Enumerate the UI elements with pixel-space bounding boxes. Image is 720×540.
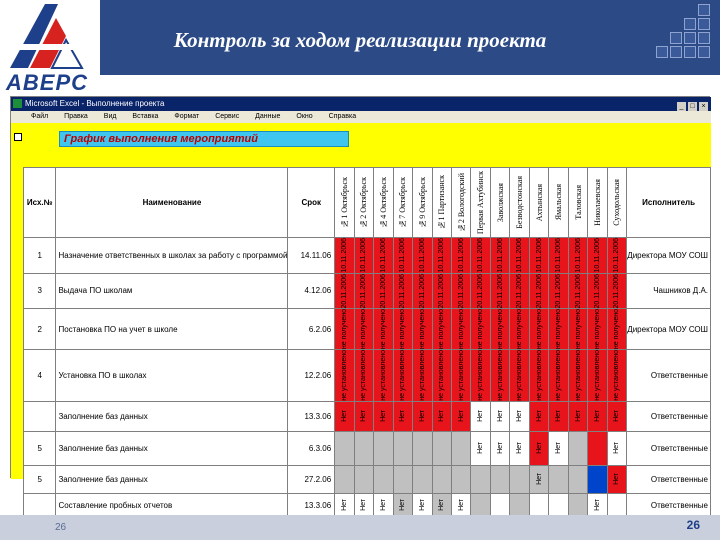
excel-window xyxy=(10,96,710,512)
cell-num[interactable] xyxy=(24,493,56,517)
cell-date[interactable]: 27.2.06 xyxy=(288,465,335,493)
cell-status[interactable]: Нет xyxy=(451,493,470,517)
cell-status[interactable]: 20.11.2006 xyxy=(588,273,607,309)
cell-status[interactable] xyxy=(471,493,490,517)
cell-status[interactable]: 20.11.2006 xyxy=(568,273,587,309)
cell-executor[interactable]: Ответственные xyxy=(627,401,711,431)
cell-status[interactable]: не получено xyxy=(529,309,548,350)
cell-status[interactable]: не установлено xyxy=(471,350,490,402)
cell-date[interactable]: 13.3.06 xyxy=(288,493,335,517)
col-header-school[interactable]: Заволжская xyxy=(490,168,509,238)
cell-name[interactable]: Составление пробных отчетов xyxy=(56,493,288,517)
cell-status[interactable]: не получено xyxy=(432,309,451,350)
maximize-icon[interactable]: □ xyxy=(688,102,697,111)
cell-status[interactable]: не получено xyxy=(335,309,354,350)
cell-status[interactable]: 20.11.2006 xyxy=(432,273,451,309)
cell-status[interactable]: Нет xyxy=(529,431,548,465)
cell-status[interactable]: 10.11.2006 xyxy=(588,238,607,274)
menu-item-view[interactable]: Вид xyxy=(103,113,117,120)
cell-status[interactable]: не получено xyxy=(490,309,509,350)
table-row xyxy=(24,238,711,274)
cell-status[interactable]: 10.11.2006 xyxy=(510,238,529,274)
cell-status[interactable] xyxy=(432,465,451,493)
cell-status[interactable]: не получено xyxy=(354,309,373,350)
cell-status[interactable]: 20.11.2006 xyxy=(529,273,548,309)
cell-status[interactable]: 20.11.2006 xyxy=(374,273,393,309)
cell-status[interactable]: не получено xyxy=(374,309,393,350)
cell-executor[interactable]: Ответственные xyxy=(627,493,711,517)
cell-status[interactable]: Нет xyxy=(393,493,412,517)
cell-status[interactable]: Нет xyxy=(393,401,412,431)
cell-status[interactable]: не получено xyxy=(451,309,470,350)
slide-footer xyxy=(0,515,720,540)
cell-num[interactable] xyxy=(24,401,56,431)
cell-status[interactable]: не установлено xyxy=(413,350,432,402)
cell-status[interactable] xyxy=(432,431,451,465)
cell-status[interactable]: 10.11.2006 xyxy=(393,238,412,274)
cell-status[interactable]: не получено xyxy=(471,309,490,350)
cell-status[interactable] xyxy=(451,431,470,465)
col-header-school[interactable]: Безводстонская xyxy=(510,168,529,238)
cell-status[interactable] xyxy=(335,431,354,465)
col-header-date[interactable]: Срок xyxy=(288,168,335,238)
table-header-row xyxy=(24,168,711,238)
cell-status[interactable]: Нет xyxy=(374,401,393,431)
logo-text: АВЕРС xyxy=(6,70,89,95)
cell-status[interactable]: не установлено xyxy=(549,350,568,402)
cell-status[interactable] xyxy=(354,465,373,493)
cell-num[interactable]: 5 xyxy=(24,431,56,465)
cell-status[interactable] xyxy=(354,431,373,465)
cell-status[interactable]: не получено xyxy=(549,309,568,350)
cell-status[interactable]: 20.11.2006 xyxy=(607,273,626,309)
cell-status[interactable] xyxy=(607,493,626,517)
cell-status[interactable] xyxy=(393,465,412,493)
cell-num[interactable]: 1 xyxy=(24,238,56,274)
table-row xyxy=(24,401,711,431)
col-header-executor[interactable]: Исполнитель xyxy=(627,168,711,238)
cell-status[interactable]: не установлено xyxy=(568,350,587,402)
cell-status[interactable] xyxy=(588,465,607,493)
cell-status[interactable] xyxy=(413,465,432,493)
menu-item-file[interactable]: Файл xyxy=(31,113,49,120)
menu-item-help[interactable]: Справка xyxy=(328,113,357,120)
cell-status[interactable]: 10.11.2006 xyxy=(451,238,470,274)
cell-status[interactable] xyxy=(374,465,393,493)
menu-item-format[interactable]: Формат xyxy=(174,113,200,120)
cell-status[interactable]: Нет xyxy=(529,401,548,431)
cell-status[interactable]: 10.11.2006 xyxy=(354,238,373,274)
cell-status[interactable]: Нет xyxy=(510,431,529,465)
cell-status[interactable]: 10.11.2006 xyxy=(607,238,626,274)
cell-status[interactable] xyxy=(529,493,548,517)
cell-status[interactable]: не получено xyxy=(393,309,412,350)
table-row xyxy=(24,309,711,350)
slide-header xyxy=(0,0,720,75)
cell-status[interactable]: 20.11.2006 xyxy=(413,273,432,309)
cell-status[interactable]: Нет xyxy=(510,401,529,431)
col-header-name[interactable]: Наименование xyxy=(56,168,288,238)
cell-status[interactable]: не установлено xyxy=(432,350,451,402)
cell-executor[interactable]: Ответственные xyxy=(627,465,711,493)
cell-status[interactable]: Нет xyxy=(490,431,509,465)
cell-status[interactable]: Нет xyxy=(413,401,432,431)
cell-status[interactable] xyxy=(413,431,432,465)
col-header-school[interactable]: №4 Октябрьск xyxy=(374,168,393,238)
cell-executor[interactable]: Директора МОУ СОШ xyxy=(627,309,711,350)
logo xyxy=(0,0,100,100)
cell-status[interactable]: Нет xyxy=(607,465,626,493)
cell-name[interactable]: Постановка ПО на учет в школе xyxy=(56,309,288,350)
cell-status[interactable]: 20.11.2006 xyxy=(549,273,568,309)
col-header-school[interactable]: Таловская xyxy=(568,168,587,238)
cell-status[interactable]: Нет xyxy=(354,493,373,517)
cell-status[interactable] xyxy=(490,465,509,493)
cell-status[interactable] xyxy=(588,431,607,465)
sheet-title[interactable]: График выполнения мероприятий xyxy=(59,131,349,147)
cell-status[interactable]: 10.11.2006 xyxy=(568,238,587,274)
col-header-school[interactable]: №7 Октябрьск xyxy=(393,168,412,238)
cell-status[interactable]: Нет xyxy=(471,431,490,465)
cell-executor[interactable]: Чашников Д.А. xyxy=(627,273,711,309)
cell-status[interactable]: Нет xyxy=(490,401,509,431)
menu-item-tools[interactable]: Сервис xyxy=(215,113,240,120)
cell-status[interactable]: не установлено xyxy=(451,350,470,402)
cell-status[interactable]: Нет xyxy=(471,401,490,431)
cell-status[interactable]: не установлено xyxy=(510,350,529,402)
footer-page-number-left: 26 xyxy=(55,522,67,533)
cell-status[interactable]: 20.11.2006 xyxy=(471,273,490,309)
cell-status[interactable] xyxy=(374,431,393,465)
cell-status[interactable]: не установлено xyxy=(588,350,607,402)
cell-status[interactable]: Нет xyxy=(451,401,470,431)
cell-executor[interactable]: Директора МОУ СОШ xyxy=(627,238,711,274)
footer-page-number-right: 26 xyxy=(686,518,700,532)
col-header-num[interactable]: Исх.№ xyxy=(24,168,56,238)
cell-status[interactable]: не получено xyxy=(568,309,587,350)
cell-status[interactable] xyxy=(568,431,587,465)
cell-status[interactable]: Нет xyxy=(607,431,626,465)
minimize-icon[interactable]: _ xyxy=(677,102,686,111)
col-header-school[interactable]: Ямальская xyxy=(549,168,568,238)
cell-num[interactable]: 2 xyxy=(24,309,56,350)
cell-status[interactable]: Нет xyxy=(588,493,607,517)
close-icon[interactable]: × xyxy=(699,102,708,111)
cell-date[interactable]: 6.3.06 xyxy=(288,431,335,465)
sheet-checkbox[interactable] xyxy=(14,133,22,141)
cell-name[interactable]: Установка ПО в школах xyxy=(56,350,288,402)
col-header-school[interactable]: №2 Октябрьск xyxy=(354,168,373,238)
logo-mark-icon xyxy=(0,0,100,72)
cell-num[interactable]: 3 xyxy=(24,273,56,309)
schedule-table xyxy=(23,167,711,518)
cell-executor[interactable]: Ответственные xyxy=(627,431,711,465)
col-header-school[interactable]: Ахтынская xyxy=(529,168,548,238)
cell-status[interactable]: Нет xyxy=(549,431,568,465)
cell-status[interactable]: не получено xyxy=(607,309,626,350)
cell-status[interactable] xyxy=(451,465,470,493)
cell-status[interactable]: не установлено xyxy=(393,350,412,402)
cell-status[interactable]: не получено xyxy=(413,309,432,350)
cell-status[interactable]: не установлено xyxy=(354,350,373,402)
cell-date[interactable]: 13.3.06 xyxy=(288,401,335,431)
cell-status[interactable]: 20.11.2006 xyxy=(335,273,354,309)
cell-status[interactable]: не установлено xyxy=(529,350,548,402)
cell-status[interactable]: 10.11.2006 xyxy=(471,238,490,274)
col-header-school[interactable]: Николаевская xyxy=(588,168,607,238)
col-header-school[interactable]: №1 Партизанск xyxy=(432,168,451,238)
cell-status[interactable]: 10.11.2006 xyxy=(335,238,354,274)
cell-status[interactable]: 10.11.2006 xyxy=(529,238,548,274)
cell-status[interactable]: Нет xyxy=(432,401,451,431)
cell-status[interactable] xyxy=(549,465,568,493)
cell-status[interactable]: Нет xyxy=(588,401,607,431)
menu-item-edit[interactable]: Правка xyxy=(64,113,88,120)
cell-name[interactable]: Заполнение баз данных xyxy=(56,401,288,431)
cell-status[interactable]: 10.11.2006 xyxy=(413,238,432,274)
col-header-school[interactable]: №2 Вологодский xyxy=(451,168,470,238)
cell-status[interactable] xyxy=(549,493,568,517)
menu-bar xyxy=(11,111,711,123)
cell-status[interactable]: 20.11.2006 xyxy=(490,273,509,309)
cell-status[interactable]: 10.11.2006 xyxy=(490,238,509,274)
cell-status[interactable] xyxy=(393,431,412,465)
cell-date[interactable]: 6.2.06 xyxy=(288,309,335,350)
window-title: Microsoft Excel - Выполнение проекта xyxy=(25,99,165,108)
cell-status[interactable] xyxy=(335,465,354,493)
cell-status[interactable]: Нет xyxy=(568,401,587,431)
cell-status[interactable]: Нет xyxy=(335,401,354,431)
cell-status[interactable]: не установлено xyxy=(374,350,393,402)
menu-item-insert[interactable]: Вставка xyxy=(132,113,159,120)
cell-status[interactable]: не получено xyxy=(510,309,529,350)
cell-name[interactable]: Назначение ответственных в школах за работу с программой xyxy=(56,238,288,274)
cell-name[interactable]: Заполнение баз данных xyxy=(56,465,288,493)
cell-status[interactable]: не установлено xyxy=(335,350,354,402)
cell-date[interactable]: 12.2.06 xyxy=(288,350,335,402)
cell-name[interactable]: Выдача ПО школам xyxy=(56,273,288,309)
cell-status[interactable]: 20.11.2006 xyxy=(393,273,412,309)
col-header-school[interactable]: №1 Октябрьск xyxy=(335,168,354,238)
cell-status[interactable]: Нет xyxy=(335,493,354,517)
cell-name[interactable]: Заполнение баз данных xyxy=(56,431,288,465)
cell-status[interactable]: Нет xyxy=(374,493,393,517)
cell-status[interactable]: 20.11.2006 xyxy=(510,273,529,309)
cell-status[interactable]: 10.11.2006 xyxy=(374,238,393,274)
table-row xyxy=(24,273,711,309)
cell-status[interactable]: не получено xyxy=(588,309,607,350)
table-row xyxy=(24,465,711,493)
cell-status[interactable] xyxy=(510,465,529,493)
cell-executor[interactable]: Ответственные xyxy=(627,350,711,402)
cell-num[interactable]: 4 xyxy=(24,350,56,402)
cell-status[interactable]: Нет xyxy=(354,401,373,431)
slide-title: Контроль за ходом реализации проекта xyxy=(173,28,547,52)
cell-status[interactable] xyxy=(471,465,490,493)
menu-item-data[interactable]: Данные xyxy=(255,113,281,120)
menu-item-window[interactable]: Окно xyxy=(296,113,313,120)
excel-titlebar xyxy=(11,97,711,111)
cell-status[interactable]: Нет xyxy=(529,465,548,493)
excel-app-icon xyxy=(13,99,22,108)
cell-date[interactable]: 14.11.06 xyxy=(288,238,335,274)
cell-status[interactable]: не установлено xyxy=(490,350,509,402)
table-row xyxy=(24,350,711,402)
cell-status[interactable]: 20.11.2006 xyxy=(451,273,470,309)
cell-status[interactable]: 10.11.2006 xyxy=(432,238,451,274)
cell-status[interactable] xyxy=(568,465,587,493)
col-header-school[interactable]: Первая Ахтубинск xyxy=(471,168,490,238)
col-header-school[interactable]: №9 Октябрьск xyxy=(413,168,432,238)
cell-status[interactable]: 10.11.2006 xyxy=(549,238,568,274)
cell-num[interactable]: 5 xyxy=(24,465,56,493)
decorative-squares xyxy=(654,4,714,70)
cell-status[interactable]: 20.11.2006 xyxy=(354,273,373,309)
table-row xyxy=(24,493,711,517)
cell-status[interactable] xyxy=(568,493,587,517)
cell-status[interactable] xyxy=(510,493,529,517)
cell-status[interactable] xyxy=(490,493,509,517)
cell-status[interactable]: не установлено xyxy=(607,350,626,402)
cell-date[interactable]: 4.12.06 xyxy=(288,273,335,309)
worksheet[interactable] xyxy=(11,123,711,512)
cell-status[interactable]: Нет xyxy=(607,401,626,431)
cell-status[interactable]: Нет xyxy=(549,401,568,431)
table-row xyxy=(24,431,711,465)
cell-status[interactable]: Нет xyxy=(413,493,432,517)
cell-status[interactable]: Нет xyxy=(432,493,451,517)
col-header-school[interactable]: Суходольская xyxy=(607,168,626,238)
